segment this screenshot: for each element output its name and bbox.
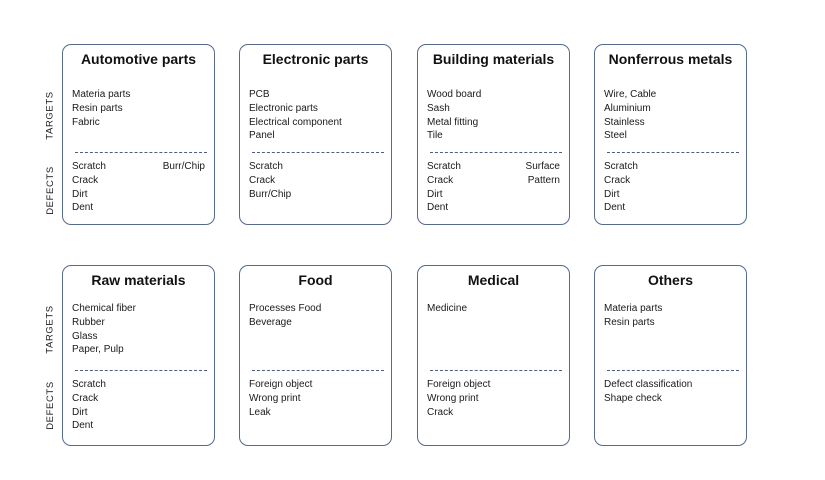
target-item: Medicine [427, 303, 468, 314]
targets-list [249, 302, 321, 330]
defects-list [72, 160, 106, 215]
row-label-targets-1: TARGETS [44, 90, 56, 140]
defects-list [249, 160, 291, 201]
defect-item: Wrong print [427, 392, 479, 404]
defect-item: Scratch [604, 161, 638, 172]
targets-list [604, 88, 656, 143]
target-item: Sash [427, 102, 450, 114]
card-title: Medical [467, 272, 520, 288]
row-label-defects-1: DEFECTS [44, 165, 56, 215]
defect-item: Leak [249, 406, 271, 418]
defect-item: Burr/Chip [249, 188, 292, 200]
defect-item: Scratch [72, 161, 106, 172]
divider [252, 152, 384, 153]
defects-list [72, 378, 106, 433]
target-item: Wire, Cable [604, 89, 657, 100]
divider [607, 370, 739, 371]
defect-item: Dent [72, 420, 94, 432]
defects-list [604, 378, 692, 406]
defect-item: Crack [604, 174, 631, 186]
target-item: Aluminium [604, 102, 651, 114]
card-medical [417, 265, 570, 446]
defect-item: Scratch [249, 161, 283, 172]
divider [430, 370, 562, 371]
target-item: Resin parts [72, 102, 123, 114]
target-item: Chemical fiber [72, 303, 136, 314]
card-title: Others [647, 272, 694, 288]
card-others [594, 265, 747, 446]
defects-list [427, 378, 490, 419]
target-item: Wood board [427, 89, 482, 100]
targets-list [72, 302, 136, 357]
defect-item: Scratch [427, 161, 461, 172]
defects-list [604, 160, 638, 215]
card-electronic-parts [239, 44, 392, 225]
card-title: Raw materials [91, 272, 186, 288]
target-item: Processes Food [249, 303, 322, 314]
card-title: Nonferrous metals [608, 51, 733, 67]
target-item: Rubber [72, 316, 105, 328]
target-item: Steel [604, 130, 627, 142]
defect-item: Dirt [604, 188, 620, 200]
divider [607, 152, 739, 153]
defect-item: Crack [427, 406, 454, 418]
divider [75, 370, 207, 371]
defects-extra-list [526, 160, 560, 188]
target-item: Electronic parts [249, 102, 318, 114]
card-nonferrous-metals [594, 44, 747, 225]
defect-item: Dirt [72, 406, 88, 418]
divider [252, 370, 384, 371]
divider [430, 152, 562, 153]
defects-list [249, 378, 312, 419]
target-item: Materia parts [72, 89, 131, 100]
defect-item: Wrong print [249, 392, 301, 404]
defect-item: Dent [604, 202, 626, 214]
target-item: Paper, Pulp [72, 344, 124, 356]
defect-item: Crack [72, 392, 99, 404]
targets-list [427, 88, 481, 143]
defect-item: Dirt [427, 188, 443, 200]
defect-item: Dirt [72, 188, 88, 200]
target-item: Electrical component [249, 116, 342, 128]
defect-item: Crack [72, 174, 99, 186]
target-item: PCB [249, 89, 270, 100]
defect-item: Defect classification [604, 379, 693, 390]
card-building-materials [417, 44, 570, 225]
targets-list [249, 88, 342, 143]
card-title: Food [298, 272, 333, 288]
target-item: Stainless [604, 116, 645, 128]
target-item: Panel [249, 130, 275, 142]
defect-item: Crack [427, 174, 454, 186]
targets-list [604, 302, 662, 330]
divider [75, 152, 207, 153]
defect-item: Foreign object [427, 379, 491, 390]
row-label-targets-2: TARGETS [44, 304, 56, 354]
defect-item: Shape check [604, 392, 662, 404]
defects-list [427, 160, 461, 215]
card-title: Electronic parts [262, 51, 369, 67]
target-item: Metal fitting [427, 116, 479, 128]
target-item: Tile [427, 130, 443, 142]
card-title: Building materials [432, 51, 555, 67]
target-item: Glass [72, 330, 98, 342]
defect-item: Burr/Chip [162, 161, 205, 172]
defect-item: Scratch [72, 379, 106, 390]
targets-list [72, 88, 130, 129]
targets-list [427, 302, 467, 316]
card-raw-materials [62, 265, 215, 446]
card-title: Automotive parts [80, 51, 197, 67]
target-item: Resin parts [604, 316, 655, 328]
target-item: Fabric [72, 116, 100, 128]
defects-extra-list [163, 160, 205, 174]
defect-item: Dent [72, 202, 94, 214]
defect-item: Pattern [527, 174, 560, 186]
card-automotive-parts [62, 44, 215, 225]
defect-item: Dent [427, 202, 449, 214]
target-item: Beverage [249, 316, 292, 328]
defect-item: Foreign object [249, 379, 313, 390]
row-label-defects-2: DEFECTS [44, 380, 56, 430]
defect-item: Surface [525, 161, 560, 172]
target-item: Materia parts [604, 303, 663, 314]
defect-item: Crack [249, 174, 276, 186]
card-food [239, 265, 392, 446]
